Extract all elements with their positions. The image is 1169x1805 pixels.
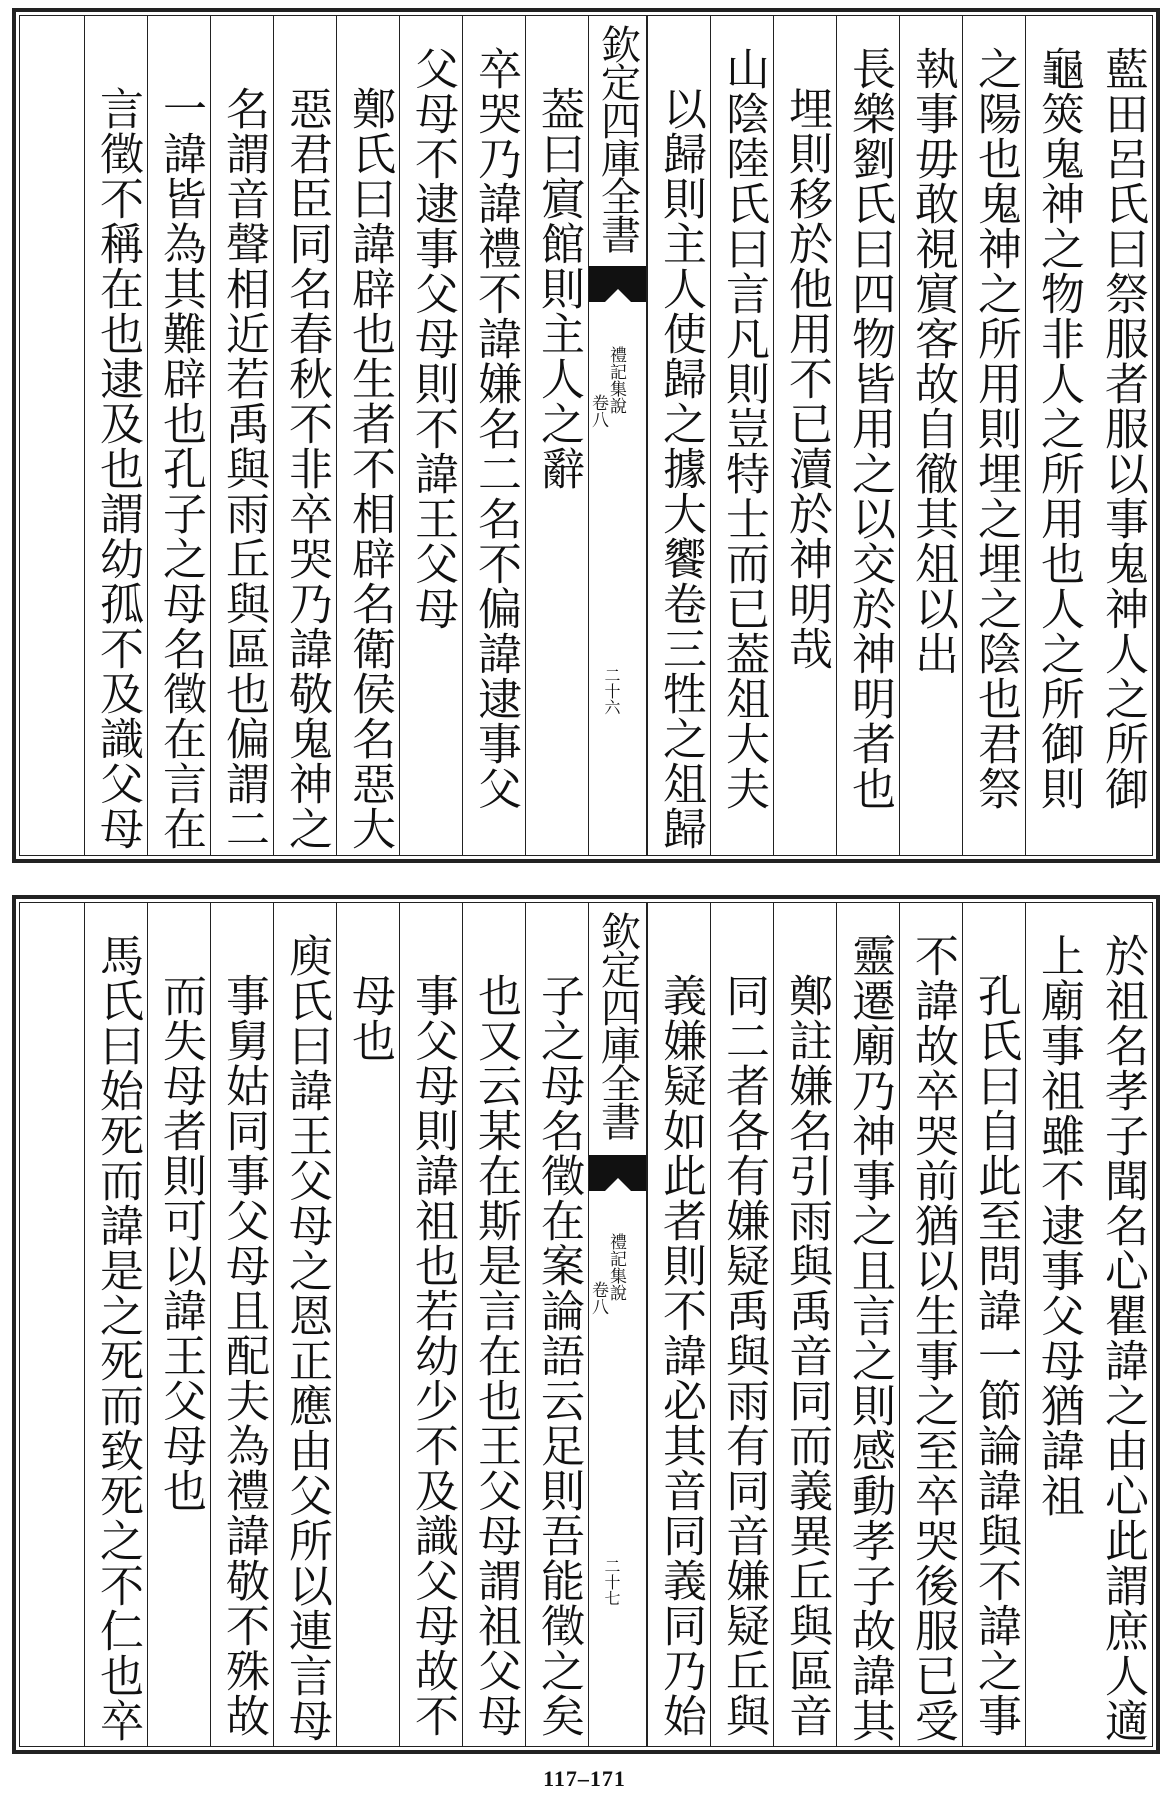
text-column: 鄭註嫌名引雨與禹音同而義異丘與區音 xyxy=(773,903,836,1746)
folio-number: 二十七 xyxy=(602,1558,621,1606)
text-column: 言徵不稱在也逮及也謂幼孤不及識父母 xyxy=(84,16,147,855)
text-column: 不諱故卒哭前猶以生事之至卒哭後服已受 xyxy=(899,903,962,1746)
text-column: 事舅姑同事父母且配夫為禮諱敬不殊故 xyxy=(210,903,273,1746)
page-number: 117–171 xyxy=(543,1766,626,1791)
folio-number: 二十六 xyxy=(602,667,621,715)
book-title: 欽定四庫全書 xyxy=(594,24,641,252)
text-column: 之陽也鬼神之所用則埋之埋之陰也君祭 xyxy=(962,16,1025,855)
bottom-page-frame xyxy=(12,895,1160,1754)
text-column: 上廟事祖雖不逮事父母猶諱祖 xyxy=(1025,903,1088,1746)
text-column: 馬氏曰始死而諱是之死而致死之不仁也卒 xyxy=(84,903,147,1746)
text-column: 山陰陸氏曰言凡則豈特士而已葢俎大夫 xyxy=(710,16,773,855)
text-column: 孔氏曰自此至問諱一節論諱與不諱之事 xyxy=(962,903,1025,1746)
spine-book-name: 禮記集說 xyxy=(606,1233,626,1301)
text-column: 鄭氏曰諱辟也生者不相辟名衛侯名惡大 xyxy=(336,16,399,855)
center-spine xyxy=(588,16,647,855)
text-column: 庾氏曰諱王父母之恩正應由父所以連言母 xyxy=(273,903,336,1746)
book-title: 欽定四庫全書 xyxy=(594,911,641,1139)
text-column: 事父母則諱祖也若幼少不及識父母故不 xyxy=(399,903,462,1746)
text-column: 而失母者則可以諱王父母也 xyxy=(147,903,210,1746)
text-column: 葢曰賔館則主人之辭 xyxy=(525,16,588,855)
text-column: 埋則移於他用不已瀆於神明哉 xyxy=(773,16,836,855)
text-column: 於祖名孝子聞名心瞿諱之由心此謂庶人適 xyxy=(1097,933,1148,1743)
spine-volume: 卷八 xyxy=(588,394,608,428)
spine-book-name: 禮記集說 xyxy=(606,346,626,414)
text-column: 也又云某在斯是言在也王父母謂祖父母 xyxy=(462,903,525,1746)
center-spine xyxy=(588,903,647,1746)
text-column: 子之母名徵在案論語云足則吾能徵之矣 xyxy=(525,903,588,1746)
text-column: 龜筴鬼神之物非人之所用也人之所御則 xyxy=(1025,16,1088,855)
text-column: 卒哭乃諱禮不諱嫌名二名不偏諱逮事父 xyxy=(462,16,525,855)
top-page-frame xyxy=(12,8,1160,863)
text-column: 父母不逮事父母則不諱王父母 xyxy=(399,16,462,855)
text-column: 一諱皆為其難辟也孔子之母名徵在言在 xyxy=(147,16,210,855)
text-column: 母也 xyxy=(336,903,399,1746)
text-column: 同二者各有嫌疑禹與雨有同音嫌疑丘與 xyxy=(710,903,773,1746)
spine-volume: 卷八 xyxy=(588,1281,608,1315)
text-column: 長樂劉氏曰四物皆用之以交於神明者也 xyxy=(836,16,899,855)
text-column: 以歸則主人使歸之據大饗卷三牲之俎歸 xyxy=(647,16,710,855)
fishtail-mark xyxy=(589,266,646,302)
text-column: 惡君臣同名春秋不非卒哭乃諱敬鬼神之 xyxy=(273,16,336,855)
text-column: 義嫌疑如此者則不諱必其音同義同乃始 xyxy=(647,903,710,1746)
top-text-columns xyxy=(20,16,1152,855)
bottom-text-columns xyxy=(20,903,1152,1746)
text-column: 名謂音聲相近若禹與雨丘與區也偏謂二 xyxy=(210,16,273,855)
text-column: 藍田呂氏曰祭服者服以事鬼神人之所御 xyxy=(1097,46,1148,811)
text-column: 執事毋敢視賔客故自徹其俎以出 xyxy=(899,16,962,855)
text-column: 靈遷廟乃神事之且言之則感動孝子故諱其 xyxy=(836,903,899,1746)
fishtail-mark xyxy=(589,1155,646,1191)
